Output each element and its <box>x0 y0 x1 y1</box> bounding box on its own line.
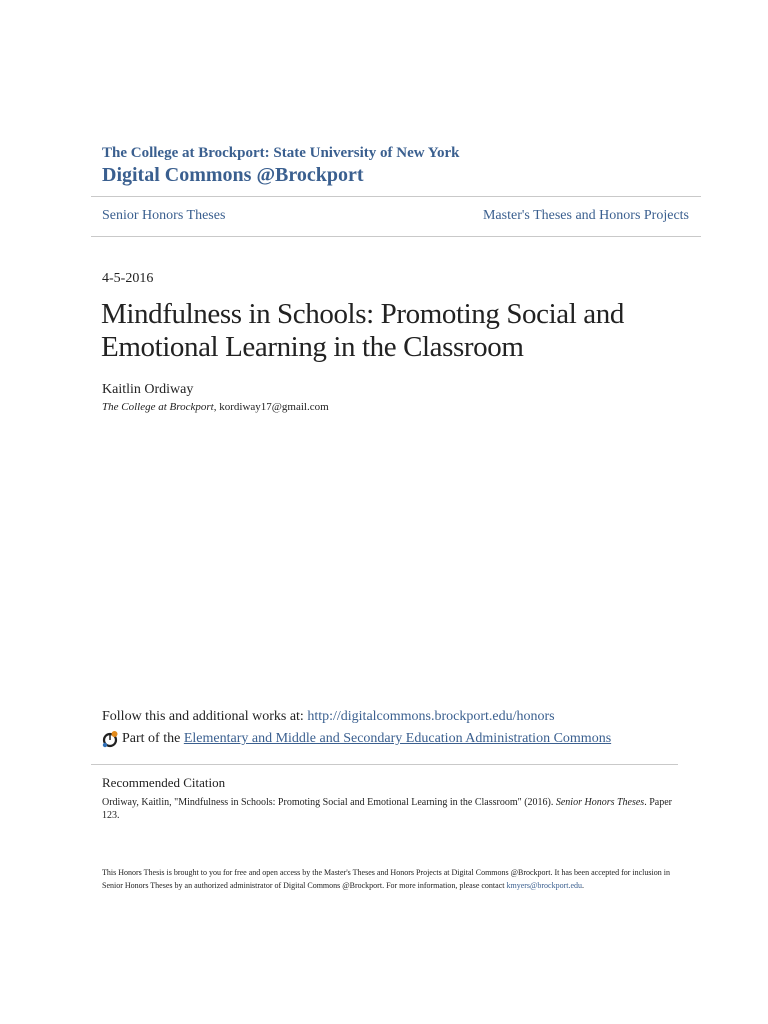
access-note-text: This Honors Thesis is brought to you for free and open access by the Master's Theses and Honors Projects at Digital Commons @Brockport. It has been accepted for inclusion in Senior Honors Theses by an authorized administrator of Digital Commons @Brockport. For more information, please contact <box>102 868 670 890</box>
citation-series: Senior Honors Theses <box>555 797 645 808</box>
contact-email-link[interactable]: kmyers@brockport.edu <box>506 881 583 890</box>
divider-nav <box>91 236 701 237</box>
author-affiliation <box>102 400 329 414</box>
divider-top <box>91 196 701 197</box>
citation-paper-number: . Paper 123. <box>102 797 672 821</box>
follow-line <box>102 708 555 726</box>
honors-collection-link[interactable]: http://digitalcommons.brockport.edu/honors <box>307 709 555 724</box>
collection-nav <box>102 207 689 225</box>
senior-honors-theses-link[interactable]: Senior Honors Theses <box>102 208 226 223</box>
divider-citation <box>91 764 678 765</box>
follow-prefix: Follow this and additional works at: <box>102 709 308 724</box>
part-of-line <box>101 730 611 748</box>
author-name: Kaitlin Ordiway <box>102 382 194 397</box>
citation-text <box>102 796 672 822</box>
masters-theses-link[interactable]: Master's Theses and Honors Projects <box>482 208 689 223</box>
repository-header <box>102 144 702 187</box>
access-note-end: . <box>582 881 585 890</box>
paper-title: Mindfulness in Schools: Promoting Social and Emotional Learning in the Classroom <box>101 298 624 363</box>
network-commons-icon <box>101 730 119 748</box>
repository-name[interactable]: Digital Commons @Brockport <box>102 164 364 186</box>
citation-body: Ordiway, Kaitlin, "Mindfulness in Schools: Promoting Social and Emotional Learning in the Classroom" (2016). <box>102 797 556 808</box>
institution-name[interactable]: The College at Brockport: State University of New York <box>102 145 460 161</box>
citation-heading: Recommended Citation <box>102 775 226 790</box>
publication-date: 4-5-2016 <box>102 271 154 286</box>
affiliation-institution: The College at Brockport <box>102 401 214 413</box>
access-note <box>102 866 672 892</box>
author-email: , kordiway17@gmail.com <box>213 401 329 413</box>
partof-prefix: Part of the <box>122 731 181 746</box>
education-commons-link[interactable]: Elementary and Middle and Secondary Education Administration Commons <box>183 731 612 746</box>
